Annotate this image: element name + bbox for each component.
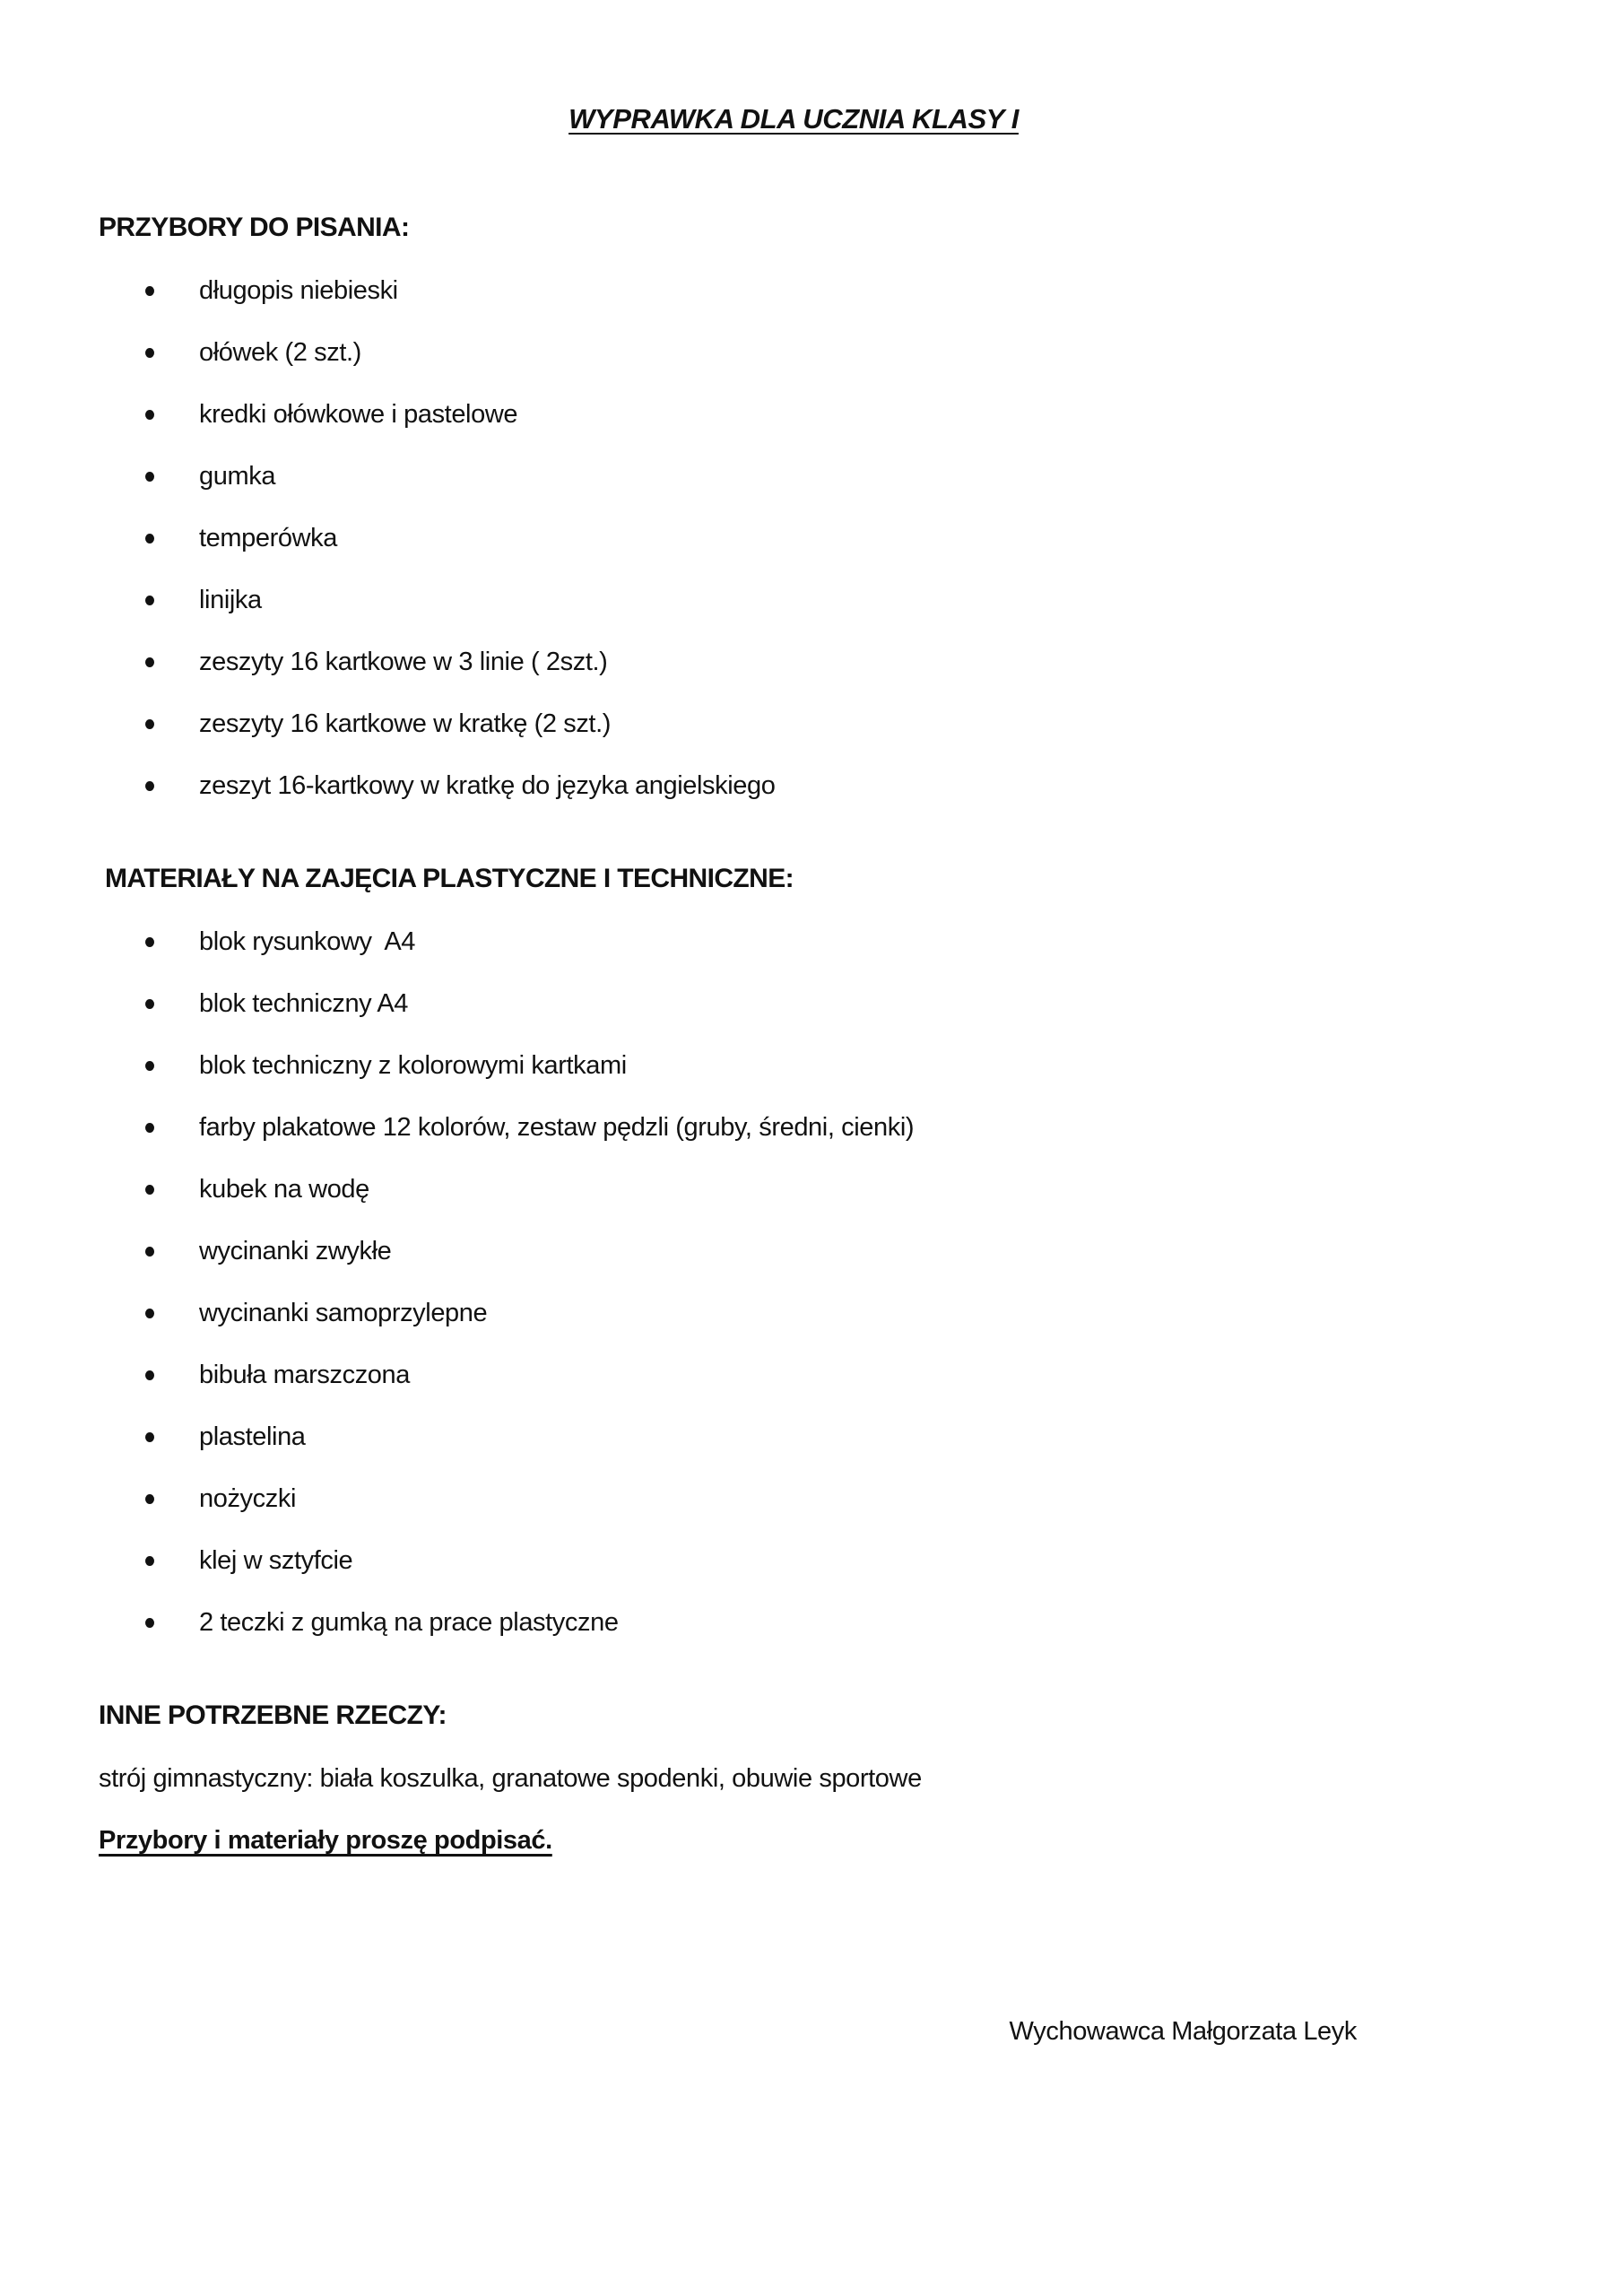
bullet-icon bbox=[145, 472, 154, 482]
bullet-icon bbox=[145, 1309, 154, 1318]
list-item bbox=[99, 582, 1488, 618]
signing-note: Przybory i materiały proszę podpisać. bbox=[99, 1826, 552, 1855]
list-item-label: farby plakatowe 12 kolorów, zestaw pędzli (gruby, średni, cienki) bbox=[199, 1113, 915, 1142]
section-heading: PRZYBORY DO PISANIA: bbox=[99, 213, 410, 242]
list-item-label: kubek na wodę bbox=[199, 1175, 369, 1204]
list-item-label: bibuła marszczona bbox=[199, 1361, 410, 1389]
list-item-label: wycinanki samoprzylepne bbox=[199, 1299, 488, 1327]
bullet-icon bbox=[145, 1247, 154, 1257]
list-item-label: plastelina bbox=[199, 1422, 306, 1451]
page-title-text: WYPRAWKA DLA UCZNIA KLASY I bbox=[568, 103, 1019, 135]
list-item bbox=[99, 1295, 1488, 1331]
bullet-icon bbox=[145, 657, 154, 667]
bullet-icon bbox=[145, 1618, 154, 1628]
list-item-label: ołówek (2 szt.) bbox=[199, 338, 361, 367]
bullet-icon bbox=[145, 348, 154, 358]
list-item bbox=[99, 1109, 1488, 1145]
section-heading: INNE POTRZEBNE RZECZY: bbox=[99, 1700, 447, 1730]
bullet-icon bbox=[145, 1185, 154, 1195]
list-item bbox=[99, 986, 1488, 1022]
teacher-signature: Wychowawca Małgorzata Leyk bbox=[1009, 2017, 1357, 2046]
bullet-icon bbox=[145, 1556, 154, 1566]
list-item-label: gumka bbox=[199, 462, 276, 491]
list-item-label: linijka bbox=[199, 586, 262, 614]
list-item-label: kredki ołówkowe i pastelowe bbox=[199, 400, 518, 429]
bullet-icon bbox=[145, 999, 154, 1009]
list-item-label: klej w sztyfcie bbox=[199, 1546, 353, 1575]
bullet-icon bbox=[145, 781, 154, 791]
gym-outfit-paragraph: strój gimnastyczny: biała koszulka, granatowe spodenki, obuwie sportowe bbox=[99, 1764, 922, 1793]
bullet-icon bbox=[145, 937, 154, 947]
section-materialy-plastyczne bbox=[99, 861, 1488, 1640]
bullet-icon bbox=[145, 1432, 154, 1442]
list-item bbox=[99, 644, 1488, 680]
list-item-label: blok techniczny A4 bbox=[199, 989, 408, 1018]
bullet-list bbox=[99, 924, 1488, 1640]
list-item bbox=[99, 396, 1488, 432]
list-item bbox=[99, 1481, 1488, 1517]
section-przybory-do-pisania bbox=[99, 210, 1488, 804]
bullet-icon bbox=[145, 719, 154, 729]
list-item-label: wycinanki zwykłe bbox=[199, 1237, 392, 1265]
list-item bbox=[99, 1233, 1488, 1269]
list-item-label: 2 teczki z gumką na prace plastyczne bbox=[199, 1608, 619, 1637]
list-item-label: temperówka bbox=[199, 524, 337, 552]
bullet-icon bbox=[145, 1370, 154, 1380]
list-item-label: zeszyty 16 kartkowe w kratkę (2 szt.) bbox=[199, 709, 611, 738]
list-item-label: nożyczki bbox=[199, 1484, 296, 1513]
list-item bbox=[99, 458, 1488, 494]
bullet-icon bbox=[145, 410, 154, 420]
list-item bbox=[99, 520, 1488, 556]
bullet-icon bbox=[145, 1123, 154, 1133]
list-item bbox=[99, 1543, 1488, 1578]
bullet-icon bbox=[145, 286, 154, 296]
list-item bbox=[99, 273, 1488, 309]
list-item bbox=[99, 706, 1488, 742]
list-item-label: zeszyt 16-kartkowy w kratkę do języka angielskiego bbox=[199, 771, 776, 800]
list-item-label: zeszyty 16 kartkowe w 3 linie ( 2szt.) bbox=[199, 648, 608, 676]
list-item-label: blok techniczny z kolorowymi kartkami bbox=[199, 1051, 627, 1080]
bullet-icon bbox=[145, 534, 154, 544]
list-item bbox=[99, 1048, 1488, 1083]
list-item bbox=[99, 1357, 1488, 1393]
list-item bbox=[99, 1605, 1488, 1640]
list-item bbox=[99, 768, 1488, 804]
list-item-label: blok rysunkowy A4 bbox=[199, 927, 416, 956]
section-inne-rzeczy bbox=[99, 1698, 1488, 1858]
list-item bbox=[99, 1419, 1488, 1455]
section-heading: MATERIAŁY NA ZAJĘCIA PLASTYCZNE I TECHNICZNE: bbox=[105, 864, 794, 893]
bullet-icon bbox=[145, 1061, 154, 1071]
list-item bbox=[99, 924, 1488, 960]
bullet-icon bbox=[145, 1494, 154, 1504]
list-item-label: długopis niebieski bbox=[199, 276, 398, 305]
list-item bbox=[99, 1171, 1488, 1207]
page-title bbox=[99, 0, 1488, 138]
bullet-icon bbox=[145, 596, 154, 605]
bullet-list bbox=[99, 273, 1488, 804]
list-item bbox=[99, 335, 1488, 370]
